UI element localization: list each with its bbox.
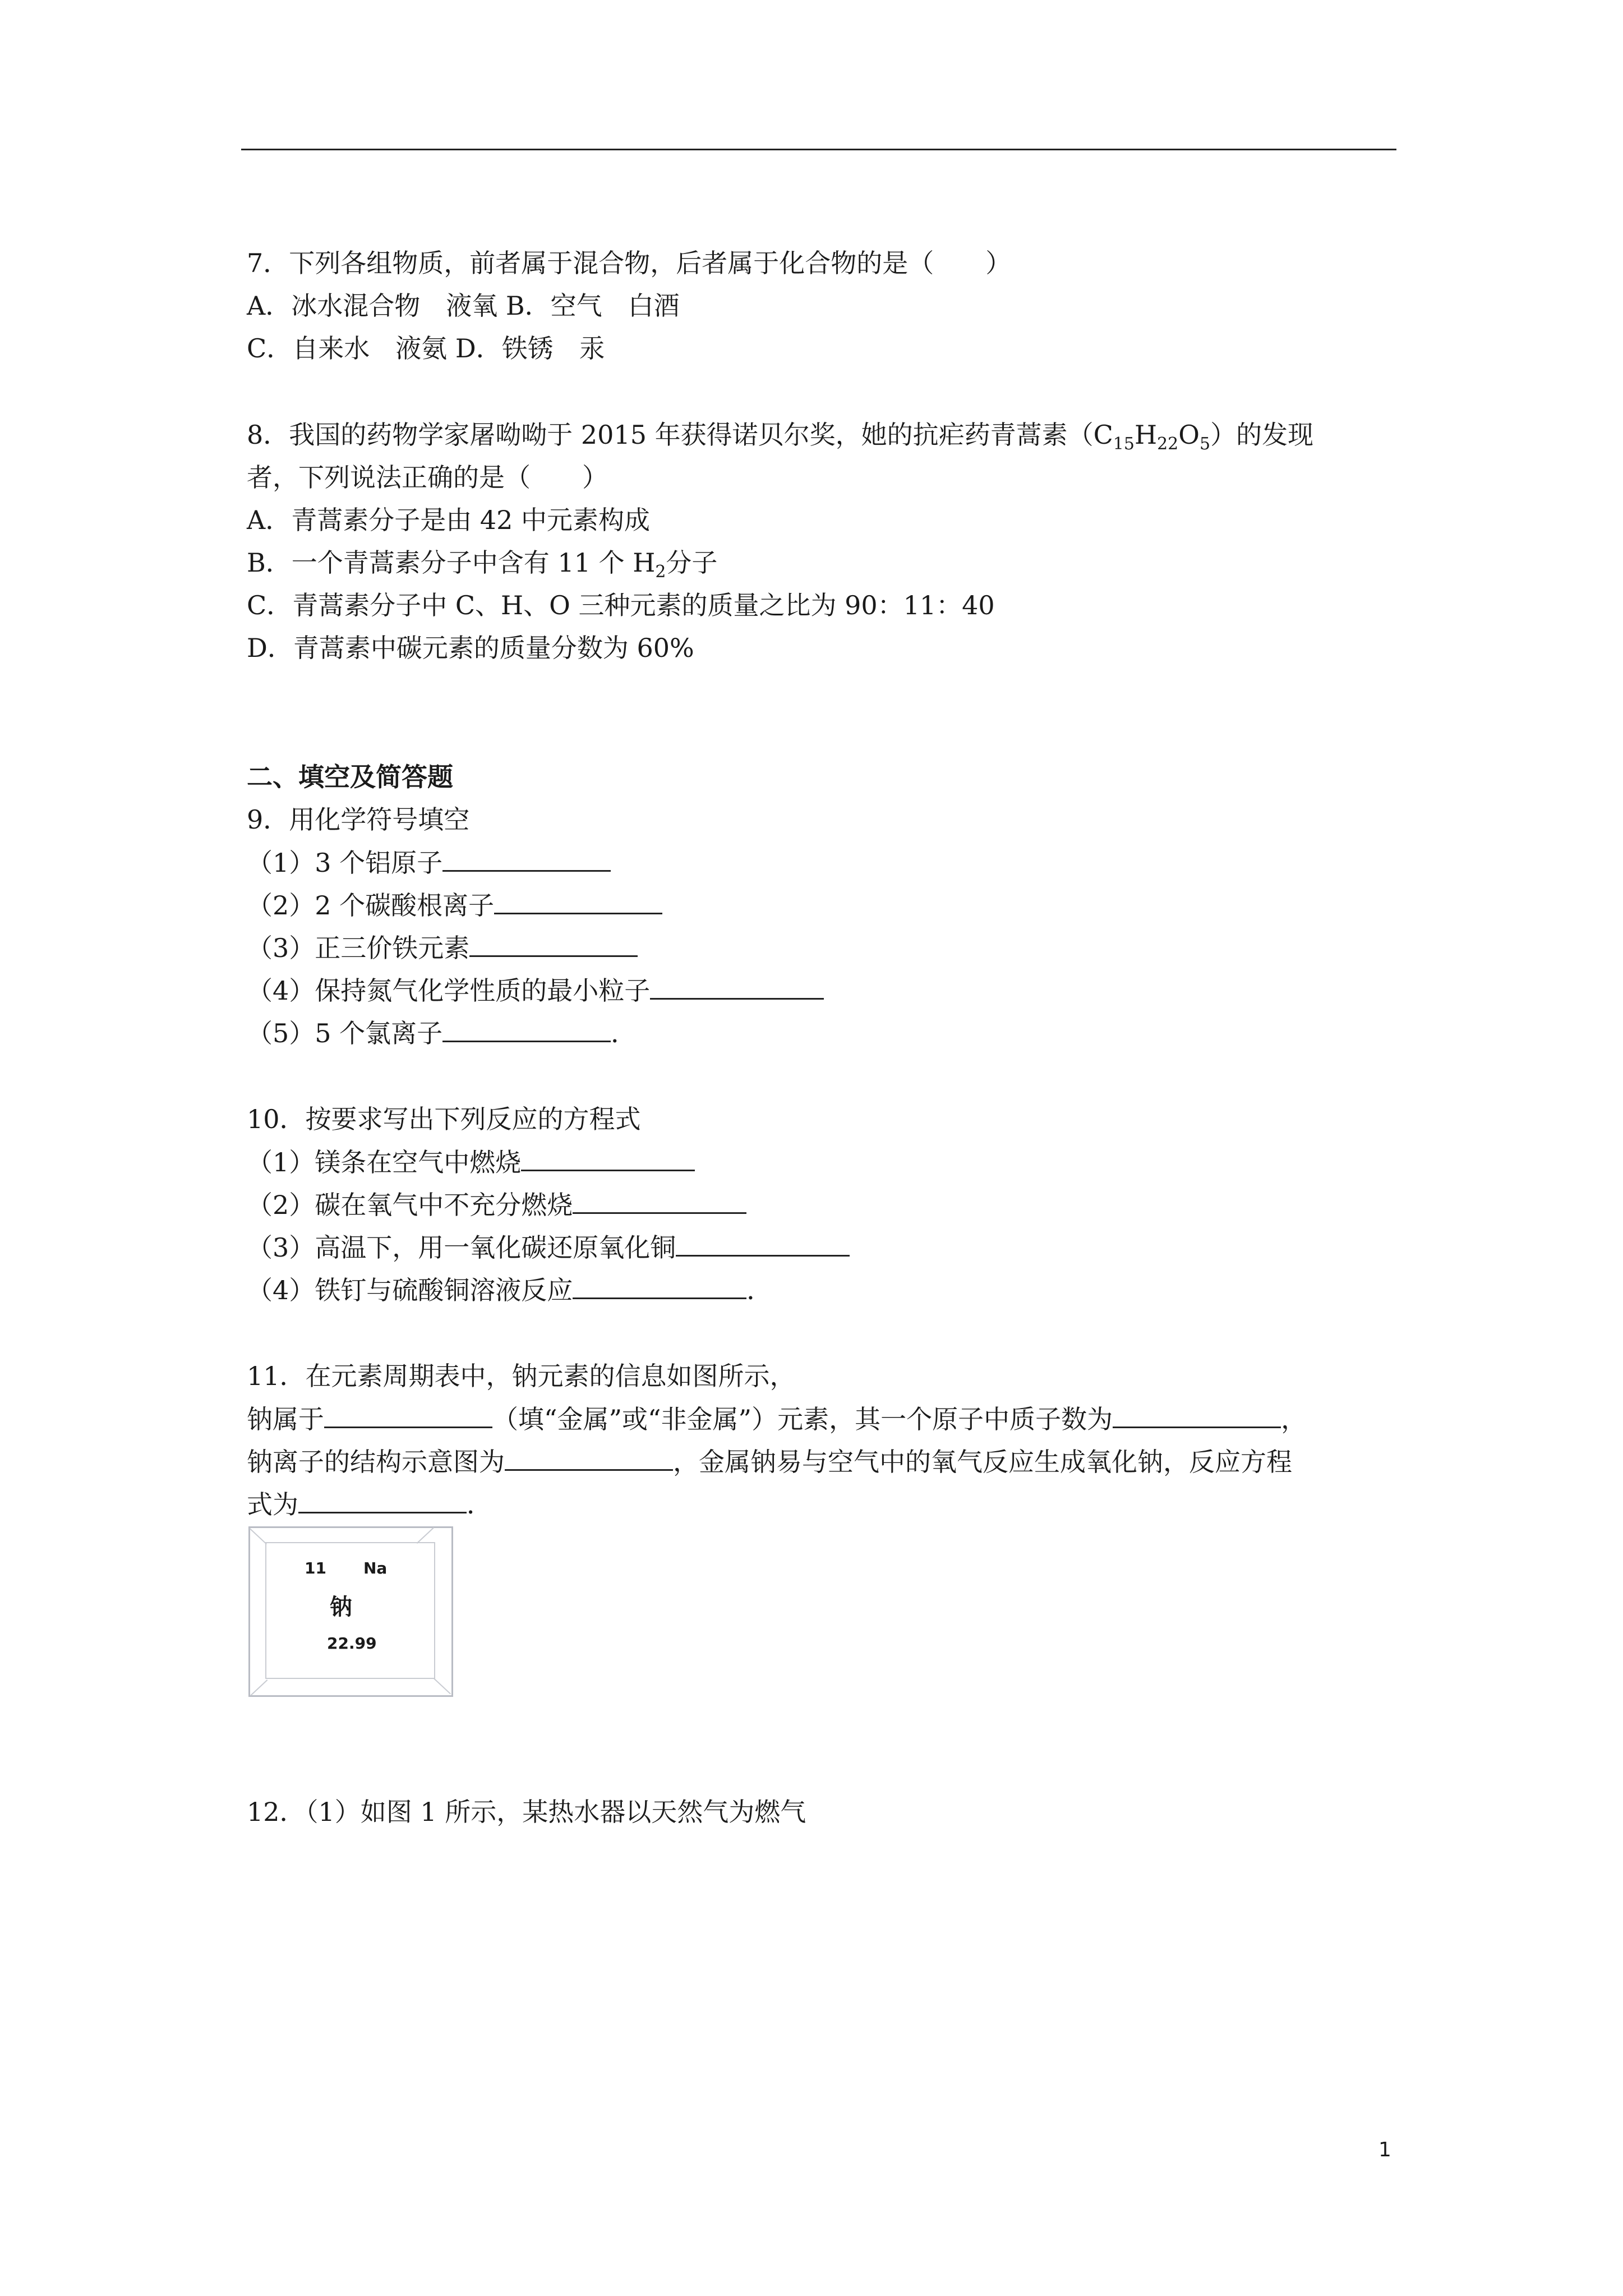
q7-options-cd: C．自来水 液氨 D．铁锈 汞	[247, 333, 605, 364]
element-symbol: Na	[363, 1559, 388, 1577]
q9-item-1: （1）3 个铝原子	[247, 845, 611, 880]
q10-item-3: （3）高温下，用一氧化碳还原氧化铜	[247, 1230, 850, 1264]
q12-stem: 12．（1）如图 1 所示，某热水器以天然气为燃气	[247, 1797, 806, 1827]
answer-blank[interactable]	[469, 931, 638, 957]
answer-blank[interactable]	[521, 1145, 695, 1171]
q11-line-2: 钠属于 （填“金属”或“非金属”）元素，其一个原子中质子数为 ，	[247, 1402, 1307, 1436]
q10-item-2: （2）碳在氧气中不充分燃烧	[247, 1188, 746, 1222]
q8-option-b: B．一个青蒿素分子中含有 11 个 $H_2$分子	[247, 547, 718, 582]
answer-blank[interactable]	[573, 1273, 746, 1299]
answer-blank[interactable]	[1113, 1402, 1281, 1428]
page-number: 1	[1378, 2138, 1391, 2161]
q7-options-ab: A．冰水混合物 液氧 B．空气 白酒	[247, 291, 680, 321]
element-card	[248, 1526, 453, 1697]
answer-blank[interactable]	[494, 888, 662, 914]
answer-blank[interactable]	[324, 1402, 492, 1428]
q9-item-2: （2）2 个碳酸根离子	[247, 888, 662, 922]
answer-blank[interactable]	[676, 1230, 850, 1257]
section-title: 二、填空及简答题	[247, 762, 453, 792]
q11-line-4: 式为 ．	[247, 1487, 492, 1521]
answer-blank[interactable]	[298, 1487, 467, 1513]
q11-line-3: 钠离子的结构示意图为 ，金属钠易与空气中的氧气反应生成氧化钠，反应方程	[247, 1444, 1292, 1479]
answer-blank[interactable]	[573, 1188, 746, 1214]
q9-item-4: （4）保持氮气化学性质的最小粒子	[247, 973, 824, 1007]
q7-stem: 7．下列各组物质，前者属于混合物，后者属于化合物的是（ ）	[247, 248, 1012, 278]
q8-option-d: D．青蒿素中碳元素的质量分数为 60%	[247, 633, 694, 663]
atomic-mass: 22.99	[327, 1634, 377, 1653]
q9-item-5: （5）5 个氯离子 ．	[247, 1016, 637, 1050]
q8-option-a: A．青蒿素分子是由 42 中元素构成	[247, 505, 650, 535]
q9-stem: 9．用化学符号填空	[247, 804, 470, 835]
q10-item-4: （4）铁钉与硫酸铜溶液反应 ．	[247, 1273, 772, 1307]
q8-stem-cont: 者，下列说法正确的是（ ）	[247, 462, 608, 493]
q10-item-1: （1）镁条在空气中燃烧	[247, 1145, 695, 1179]
answer-blank[interactable]	[505, 1444, 673, 1471]
q10-stem: 10．按要求写出下列反应的方程式	[247, 1104, 641, 1134]
answer-blank[interactable]	[650, 973, 824, 1000]
answer-blank[interactable]	[442, 1016, 611, 1042]
q9-item-3: （3）正三价铁元素	[247, 931, 638, 965]
element-name: 钠	[330, 1594, 352, 1620]
q8-option-c: C．青蒿素分子中 C、H、O 三种元素的质量之比为 90：11：40	[247, 590, 995, 620]
header-rule	[241, 149, 1396, 150]
q11-stem: 11．在元素周期表中，钠元素的信息如图所示，	[247, 1361, 796, 1391]
atomic-number: 11	[305, 1559, 326, 1577]
answer-blank[interactable]	[442, 845, 611, 872]
q8-stem: 8．我国的药物学家屠呦呦于 2015 年获得诺贝尔奖，她的抗疟药青蒿素$(C_{15}H_{22}O_5)$的发现	[247, 420, 1314, 454]
